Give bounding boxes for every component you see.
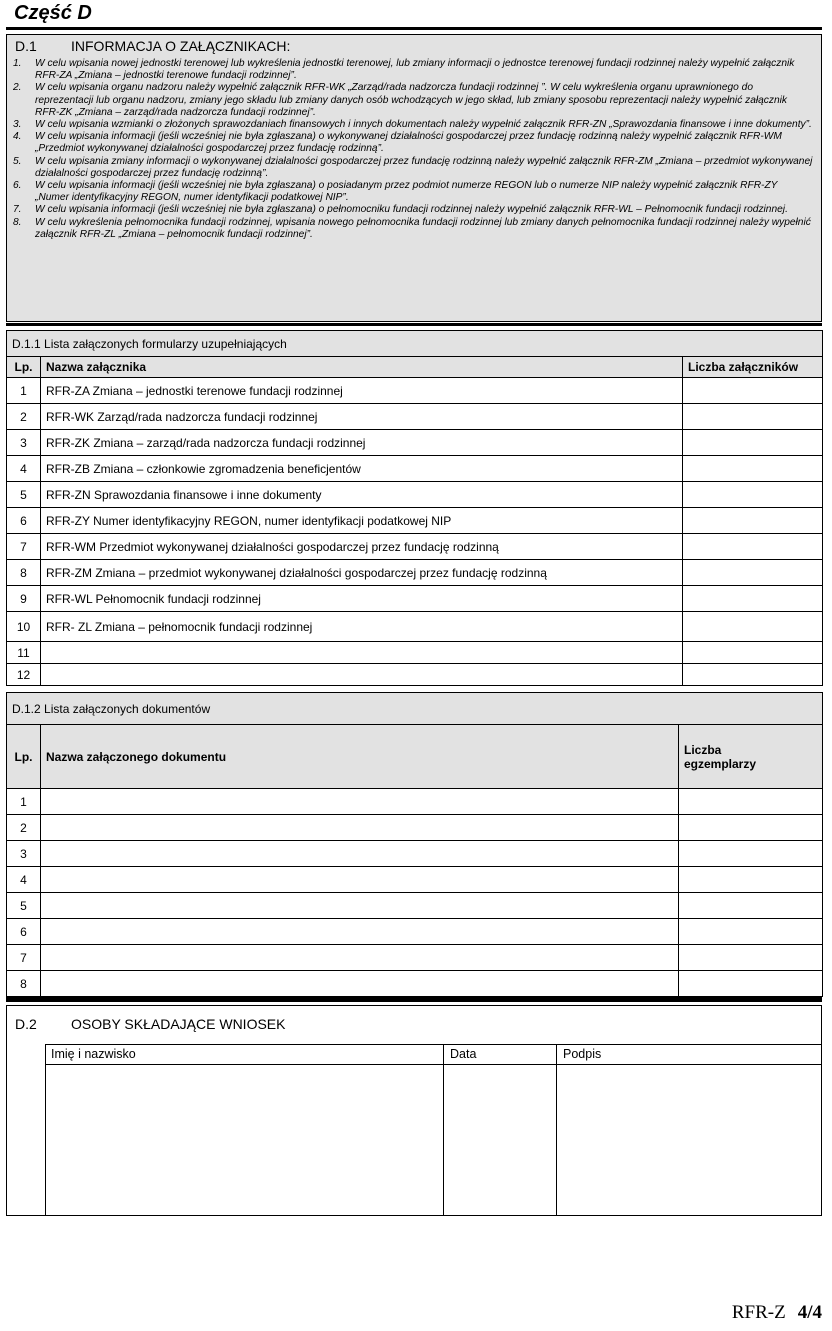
table-row xyxy=(7,482,823,508)
column-header-name: Imię i nazwisko xyxy=(51,1047,136,1061)
document-name-field[interactable] xyxy=(41,971,679,997)
table-section-title: D.1.2 Lista załączonych dokumentów xyxy=(7,693,823,725)
column-header-lp: Lp. xyxy=(7,357,41,378)
attachment-name: RFR-ZY Numer identyfikacyjny REGON, numer identyfikacji podatkowej NIP xyxy=(41,508,683,534)
copies-count-field[interactable] xyxy=(679,919,823,945)
attachment-count-field[interactable] xyxy=(683,664,823,686)
section-number: D.1 xyxy=(15,38,37,54)
column-header-count xyxy=(679,725,823,789)
row-number: 10 xyxy=(7,612,41,642)
section-divider xyxy=(6,997,822,1002)
copies-count-field[interactable] xyxy=(679,841,823,867)
table-row xyxy=(7,586,823,612)
attachment-count-field[interactable] xyxy=(683,430,823,456)
instruction-text: W celu wpisania informacji (jeśli wcześniej nie była zgłaszana) o pełnomocniku fundacji rodzinnej należy wypełnić załącznik RFR-WL – Pełnomocnik fundacji rodzinnej. xyxy=(35,204,788,216)
row-number: 6 xyxy=(7,919,41,945)
table-row xyxy=(7,867,823,893)
instruction-item xyxy=(13,204,813,216)
attachment-count-field[interactable] xyxy=(683,378,823,404)
row-number: 1 xyxy=(7,789,41,815)
row-number: 12 xyxy=(7,664,41,686)
attachment-count-field[interactable] xyxy=(683,560,823,586)
row-number: 8 xyxy=(7,971,41,997)
instruction-item xyxy=(13,131,813,155)
instruction-text: W celu wpisania nowej jednostki terenowej lub wykreślenia jednostki terenowej, lub zmiany informacji o jednostce terenowej fundacji rodzinnej należy wypełnić załącznik RFR-ZA „Zmiana – jednostki terenowe fundacji rodzinnej”. xyxy=(35,58,795,82)
table-row xyxy=(7,789,823,815)
row-number: 4 xyxy=(7,456,41,482)
document-name-field[interactable] xyxy=(41,789,679,815)
document-name-field[interactable] xyxy=(41,815,679,841)
attachment-count-field[interactable] xyxy=(683,404,823,430)
attachment-name: RFR- ZL Zmiana – pełnomocnik fundacji rodzinnej xyxy=(41,612,683,642)
attachment-name xyxy=(41,664,683,686)
document-name-field[interactable] xyxy=(41,867,679,893)
table-row xyxy=(7,642,823,664)
attachment-name: RFR-WK Zarząd/rada nadzorcza fundacji rodzinnej xyxy=(41,404,683,430)
column-header-lp: Lp. xyxy=(7,725,41,789)
instruction-item xyxy=(13,180,813,204)
table-section-title: D.1.1 Lista załączonych formularzy uzupełniających xyxy=(7,331,823,357)
copies-count-field[interactable] xyxy=(679,867,823,893)
attachment-name: RFR-ZN Sprawozdania finansowe i inne dokumenty xyxy=(41,482,683,508)
section-heading xyxy=(15,38,290,54)
column-header-signature: Podpis xyxy=(563,1047,602,1061)
instruction-text: W celu wpisania informacji (jeśli wcześniej nie była zgłaszana) o wykonywanej działalności gospodarczej przez fundację rodzinną należy wypełnić załącznik RFR-WM „Przedmiot wykonywanej działalności gospodarczej przez fundację rodzinną”. xyxy=(35,131,782,155)
row-number: 1 xyxy=(7,378,41,404)
table-row xyxy=(7,945,823,971)
name-field[interactable] xyxy=(46,1066,442,1216)
document-name-field[interactable] xyxy=(41,893,679,919)
instruction-item xyxy=(13,82,813,119)
instruction-text: W celu wpisania wzmianki o złożonych sprawozdaniach finansowych i innych dokumentach należy wypełnić załącznik RFR-ZN „Sprawozdania finansowe i inne dokumenty”. xyxy=(35,119,812,131)
instruction-text: W celu wpisania organu nadzoru należy wypełnić załącznik RFR-WK „Zarząd/rada nadzorcza fundacji rodzinnej ”. W celu wykreślenia organu uprawnionego do reprezentacji lub organu nadzoru, zmiany jego składu lub zmiany danych osób wchodzących w jego skład, lub zmiany sposobu reprezentacji należy wypełnić załącznik RFR-ZK „Zmiana – zarząd/rada nadzorcza fundacji rodzinnej”. xyxy=(35,82,788,118)
attachment-count-field[interactable] xyxy=(683,612,823,642)
instruction-item xyxy=(13,217,813,241)
instruction-number: 6. xyxy=(13,180,22,192)
attached-documents-table xyxy=(6,692,823,997)
instruction-number: 1. xyxy=(13,58,22,69)
form-code: RFR-Z xyxy=(731,1302,786,1323)
row-number: 7 xyxy=(7,534,41,560)
column-header-count-line1: Liczba xyxy=(684,742,722,757)
section-title: OSOBY SKŁADAJĄCE WNIOSEK xyxy=(71,1016,286,1032)
instruction-number: 7. xyxy=(13,204,22,216)
instruction-text: W celu wpisania zmiany informacji o wykonywanej działalności gospodarczej przez fundację rodzinną należy wypełnić załącznik RFR-ZM „Zmiana – przedmiot wykonywanej działalności gospodarczej przez fundację rodzinną”. xyxy=(35,155,813,179)
attachment-count-field[interactable] xyxy=(683,456,823,482)
column-header-name: Nazwa załączonego dokumentu xyxy=(41,725,679,789)
row-number: 11 xyxy=(7,642,41,664)
table-row xyxy=(7,534,823,560)
row-number: 3 xyxy=(7,430,41,456)
instruction-number: 3. xyxy=(13,119,22,131)
date-field[interactable] xyxy=(444,1066,555,1216)
attachment-name: RFR-ZA Zmiana – jednostki terenowe fundacji rodzinnej xyxy=(41,378,683,404)
applicants-grid xyxy=(45,1044,821,1216)
instruction-number: 2. xyxy=(13,82,22,94)
copies-count-field[interactable] xyxy=(679,815,823,841)
table-row xyxy=(7,404,823,430)
table-row xyxy=(7,919,823,945)
instruction-item xyxy=(13,58,813,82)
document-name-field[interactable] xyxy=(41,919,679,945)
document-name-field[interactable] xyxy=(41,945,679,971)
instruction-item xyxy=(13,119,813,131)
attachment-name: RFR-WL Pełnomocnik fundacji rodzinnej xyxy=(41,586,683,612)
attachment-count-field[interactable] xyxy=(683,534,823,560)
copies-count-field[interactable] xyxy=(679,893,823,919)
supplementary-forms-table xyxy=(6,330,823,686)
attachment-name: RFR-ZK Zmiana – zarząd/rada nadzorcza fundacji rodzinnej xyxy=(41,430,683,456)
attachment-name xyxy=(41,642,683,664)
attachment-name: RFR-WM Przedmiot wykonywanej działalności gospodarczej przez fundację rodzinną xyxy=(41,534,683,560)
instruction-item xyxy=(13,156,813,180)
header-rule xyxy=(6,27,822,30)
attachment-count-field[interactable] xyxy=(683,508,823,534)
attachment-name: RFR-ZM Zmiana – przedmiot wykonywanej działalności gospodarczej przez fundację rodzinną xyxy=(41,560,683,586)
column-header-name: Nazwa załącznika xyxy=(41,357,683,378)
page-footer xyxy=(732,1302,822,1324)
row-number: 5 xyxy=(7,482,41,508)
instruction-number: 5. xyxy=(13,155,22,167)
row-number: 3 xyxy=(7,841,41,867)
table-row xyxy=(7,378,823,404)
table-row xyxy=(7,664,823,686)
instruction-number: 8. xyxy=(13,216,22,228)
document-name-field[interactable] xyxy=(41,841,679,867)
copies-count-field[interactable] xyxy=(679,789,823,815)
row-number: 8 xyxy=(7,560,41,586)
table-row xyxy=(7,893,823,919)
section-divider xyxy=(6,323,822,326)
table-row xyxy=(7,508,823,534)
instructions-list xyxy=(13,58,813,241)
column-header-count: Liczba załączników xyxy=(683,357,823,378)
row-number: 2 xyxy=(7,404,41,430)
table-row xyxy=(7,560,823,586)
page-number: 4/4 xyxy=(797,1302,822,1323)
instruction-number: 4. xyxy=(13,131,22,143)
copies-count-field[interactable] xyxy=(679,971,823,997)
attachment-name: RFR-ZB Zmiana – członkowie zgromadzenia beneficjentów xyxy=(41,456,683,482)
table-row xyxy=(7,971,823,997)
row-number: 4 xyxy=(7,867,41,893)
signature-field[interactable] xyxy=(557,1066,820,1216)
column-header-count-line2: egzemplarzy xyxy=(684,756,757,771)
attachments-info-section xyxy=(6,34,822,322)
attachment-count-field[interactable] xyxy=(683,586,823,612)
header-row xyxy=(45,1044,821,1065)
row-number: 2 xyxy=(7,815,41,841)
copies-count-field[interactable] xyxy=(679,945,823,971)
column-header-date: Data xyxy=(450,1047,477,1061)
row-number: 9 xyxy=(7,586,41,612)
section-heading xyxy=(15,1016,285,1032)
row-number: 6 xyxy=(7,508,41,534)
table-row xyxy=(7,430,823,456)
row-number: 7 xyxy=(7,945,41,971)
applicants-section xyxy=(6,1005,822,1216)
section-title: INFORMACJA O ZAŁĄCZNIKACH: xyxy=(71,38,291,54)
table-row xyxy=(7,456,823,482)
instruction-text: W celu wykreślenia pełnomocnika fundacji rodzinnej, wpisania nowego pełnomocnika fundacji rodzinnej lub zmiany danych pełnomocnika fundacji rodzinnej należy wypełnić załącznik RFR-ZL „Zmiana – pełnomocnik fundacji rodzinnej”. xyxy=(35,216,811,240)
attachment-count-field[interactable] xyxy=(683,642,823,664)
instruction-text: W celu wpisania informacji (jeśli wcześniej nie była zgłaszana) o posiadanym przez podmiot numerze REGON lub o numerze NIP należy wypełnić załącznik RFR-ZY „Numer identyfikacyjny REGON, numer identyfikacji podatkowej NIP”. xyxy=(35,180,778,204)
table-row xyxy=(7,612,823,642)
section-number: D.2 xyxy=(15,1016,37,1032)
table-row xyxy=(7,841,823,867)
part-title: Część D xyxy=(14,2,92,24)
table-row xyxy=(7,815,823,841)
attachment-count-field[interactable] xyxy=(683,482,823,508)
row-number: 5 xyxy=(7,893,41,919)
